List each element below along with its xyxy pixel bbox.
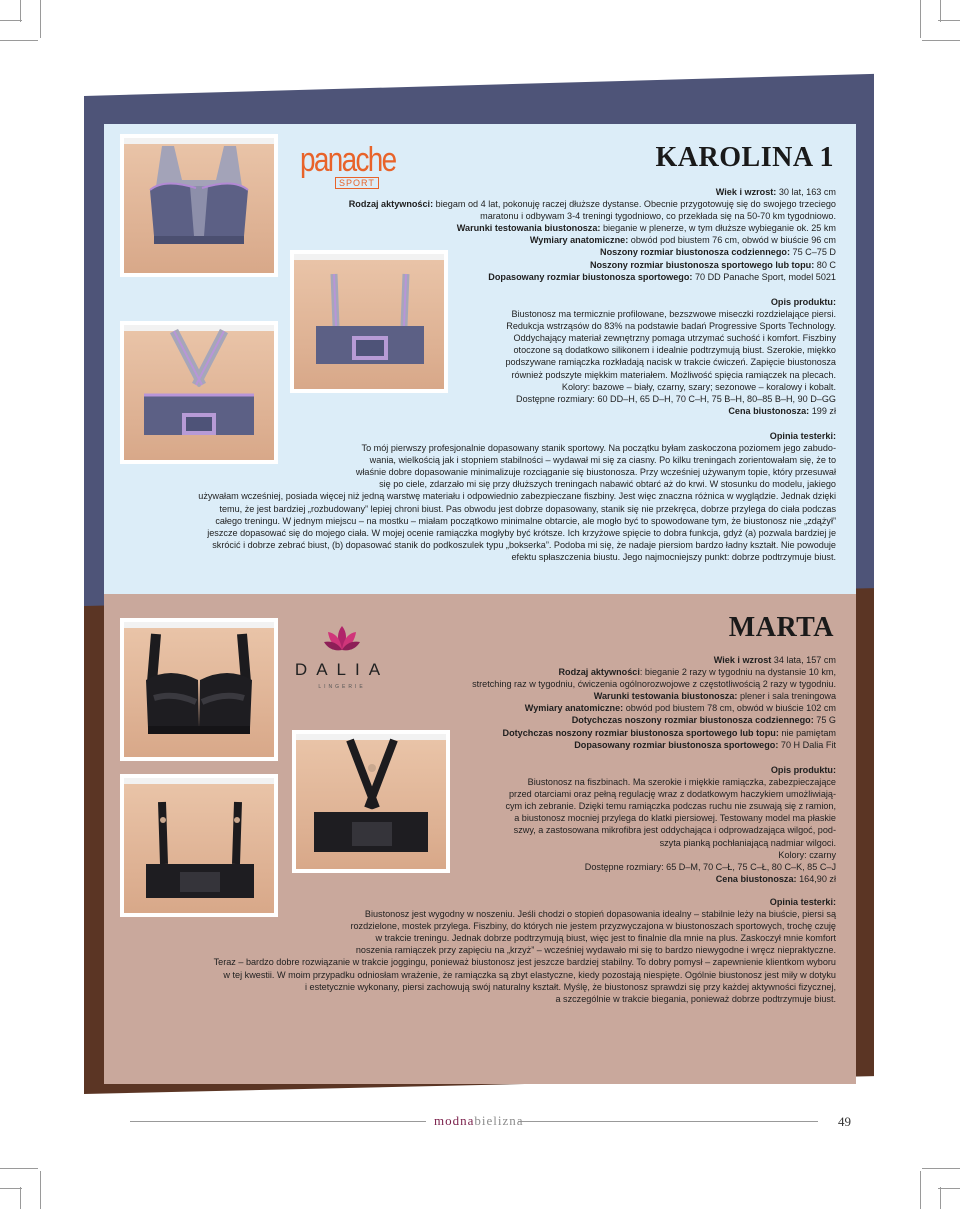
price-line xyxy=(505,873,836,885)
lotus-icon xyxy=(322,622,362,654)
info-label: Rodzaj aktywności xyxy=(558,667,640,678)
info-line xyxy=(349,271,836,283)
crop-mark xyxy=(0,1188,22,1189)
info-line xyxy=(349,246,836,258)
description-line: Dostępne rozmiary: 60 DD–H, 65 D–H, 70 C–H, 75 B–H, 80–85 B–H, 90 D–GG xyxy=(516,393,836,404)
info-value: 34 lata, 157 cm xyxy=(771,655,836,665)
marta-description xyxy=(505,764,836,885)
description-heading: Opis produktu: xyxy=(770,765,836,775)
marta-title: MARTA xyxy=(728,612,834,643)
info-line xyxy=(472,727,836,739)
dalia-wordmark: DALIA xyxy=(294,660,390,679)
info-label: Noszony rozmiar biustonosza codziennego: xyxy=(600,247,790,258)
footer-brand-modna: modna xyxy=(434,1113,475,1128)
crop-mark xyxy=(938,20,960,21)
description-line: Biustonosz ma termicznie profilowane, bezszwowe miseczki rozdzielające piersi. xyxy=(511,309,836,320)
info-label: Dopasowany rozmiar biustonosza sportowego: xyxy=(574,739,779,750)
footer-magazine-logo xyxy=(434,1113,524,1129)
product-photo-front xyxy=(120,618,278,761)
opinion-heading: Opinia testerki: xyxy=(769,431,836,441)
description-line: przed otarciami oraz pełną regulację wraz z dodatkowym haczykiem umożliwiają- xyxy=(508,789,836,800)
product-photo-front xyxy=(120,134,278,277)
opinion-line: To mój pierwszy profesjonalnie dopasowany stanik sportowy. Na początku byłam zaskoczona poziomem jego zabudo- xyxy=(361,443,836,454)
crop-mark xyxy=(940,1187,941,1209)
info-label: Wiek i wzrost: xyxy=(715,187,777,197)
description-line: cym ich zebranie. Dzięki temu ramiączka podczas ruchu nie zsuwają się z ramion, xyxy=(505,801,836,812)
karolina-description xyxy=(505,296,836,417)
description-line: Redukcja wstrząsów do 83% na podstawie badań Progressive Sports Technology. xyxy=(506,321,836,332)
footer-rule-right xyxy=(518,1121,818,1122)
info-label: Warunki testowania biustonosza: xyxy=(593,691,738,702)
info-label: Warunki testowania biustonosza: xyxy=(456,223,601,234)
info-value: nie pamiętam xyxy=(778,727,836,738)
opinion-line: i estetycznie wykonany, piersi zachowują swój naturalny kształt. Myślę, że biustonosz sprawdzi się przy każdej aktywności fizycznej, xyxy=(304,981,836,992)
info-line xyxy=(349,210,836,222)
marta-opinion xyxy=(214,896,836,1005)
opinion-line: całego treningu. W jednym miejscu – na mostku – miałam początkowo minimalne obtarcie, ale mogło być to spowodowane tym, że biustonosz nie „zdążył” xyxy=(215,515,836,526)
info-value: stretching raz w tygodniu, ćwiczenia ogólnorozwojowe z częstotliwością 2 razy w tygodniu. xyxy=(472,679,836,690)
bra-front-image xyxy=(124,622,274,757)
info-value: 75 G xyxy=(813,715,836,726)
info-value: 75 C–75 D xyxy=(789,247,836,258)
marta-info xyxy=(472,654,836,751)
info-label: Dotychczas noszony rozmiar biustonosza codziennego: xyxy=(571,715,814,726)
opinion-line: używałam wcześniej, posiada więcej niż jedną warstwę materiału i odpowiednio zabezpieczane fiszbiny. Jest więc znaczna różnica w wyglądzie. Jednak dzięki xyxy=(198,491,836,502)
crop-mark xyxy=(940,0,941,22)
crop-mark xyxy=(938,1188,960,1189)
dalia-lingerie-label: LINGERIE xyxy=(318,684,366,690)
description-line: otoczone są dodatkowo silikonem i idealnie podtrzymują biust. Szerokie, miękko xyxy=(513,345,836,356)
description-line: szyta pianką pochłaniającą nadmiar wilgoci. xyxy=(659,837,836,848)
product-photo-back-crossed xyxy=(292,730,450,873)
panache-wordmark: panache xyxy=(300,141,396,179)
description-line: Kolory: bazowe – biały, czarny, szary; sezonowe – koralowy i kobalt. xyxy=(561,381,836,392)
info-value: 80 C xyxy=(814,259,836,270)
description-line: podszywane ramiączka rozkładają nacisk w trakcie ćwiczeń. Zapięcie biustonosza xyxy=(505,357,836,368)
crop-mark xyxy=(20,1187,21,1209)
info-value: obwód pod biustem 78 cm, obwód w biuście 102 cm xyxy=(623,703,836,714)
opinion-line: a szczególnie w trakcie biegania, ponieważ dobrze podtrzymuje biust. xyxy=(555,993,836,1004)
bra-back-crossed-image xyxy=(296,734,446,869)
price-label: Cena biustonosza: xyxy=(728,405,810,416)
info-value: plener i sala treningowa xyxy=(737,691,836,702)
crop-mark xyxy=(922,1168,960,1169)
karolina-opinion xyxy=(198,430,836,563)
info-line xyxy=(472,666,836,678)
crop-mark xyxy=(0,20,22,21)
opinion-line: skrócić i dobrze zebrać biust, (b) dopasować stanik do podkoszulek typu „bokserka”. Podoba mi się, że nadaje piersiom bardzo ładny kształt. Nie powoduje xyxy=(212,539,836,550)
crop-mark xyxy=(20,0,21,22)
info-line xyxy=(472,690,836,702)
opinion-line: się po ciele, zdarzało mi się przy dłuższych treningach nabawić obtarć aż do krwi. W stosunku do modelu, jakiego xyxy=(379,479,836,490)
description-line: Dostępne rozmiary: 65 D–M, 70 C–Ł, 75 C–Ł, 80 C–K, 85 C–J xyxy=(584,861,836,872)
info-value: 70 H Dalia Fit xyxy=(778,739,836,750)
crop-mark xyxy=(0,40,38,41)
info-line xyxy=(472,702,836,714)
crop-mark xyxy=(40,1171,41,1209)
price-line xyxy=(505,405,836,417)
opinion-line: efektu spłaszczenia biustu. Jego najmocniejszy punkt: dobrze podtrzymuje biust. xyxy=(511,551,836,562)
opinion-line: wania, wielkością jak i stopniem stabilności – wydawał mi się za ciasny. Po kilku treningach zorientowałam się, że to xyxy=(369,455,836,466)
info-line xyxy=(472,714,836,726)
opinion-line: w tej kwestii. W moim przypadku odniosłam wrażenie, że ramiączka są zbyt elastyczne, kiedy pozostają niespięte. Ogólnie biustonosz jest miły w dotyku xyxy=(223,969,836,980)
price-value: 164,90 zł xyxy=(796,873,836,884)
info-value: 30 lat, 163 cm xyxy=(776,187,836,197)
description-line: Oddychający materiał zewnętrzny pomaga utrzymać suchość i komfort. Fiszbiny xyxy=(513,333,836,344)
karolina-info xyxy=(349,186,836,283)
info-value: 70 DD Panache Sport, model 5021 xyxy=(692,271,836,282)
info-line xyxy=(349,186,836,198)
info-value: maratonu i odbywam 3-4 treningi tygodniowo, co przekłada się na 50-70 km tygodniowo. xyxy=(480,211,836,222)
info-line xyxy=(349,234,836,246)
info-line xyxy=(472,678,836,690)
info-label: Dopasowany rozmiar biustonosza sportowego: xyxy=(488,271,693,282)
crop-mark xyxy=(40,0,41,38)
info-label: Wymiary anatomiczne: xyxy=(524,703,624,714)
crop-mark xyxy=(920,0,921,38)
info-value: bieganie w plenerze, w tym dłuższe wybieganie ok. 25 km xyxy=(600,223,836,234)
info-line xyxy=(472,654,836,666)
info-value: obwód pod biustem 76 cm, obwód w biuście 96 cm xyxy=(628,235,836,246)
info-label: Dotychczas noszony rozmiar biustonosza sportowego lub topu: xyxy=(502,727,779,738)
price-label: Cena biustonosza: xyxy=(715,873,797,884)
price-value: 199 zł xyxy=(809,405,836,416)
crop-mark xyxy=(922,40,960,41)
crop-mark xyxy=(920,1171,921,1209)
crop-mark xyxy=(0,1168,38,1169)
opinion-line: Teraz – bardzo dobre rozwiązanie w trakcie joggingu, ponieważ biustonosz jest jeszcze bardziej stabilny. To dobry pomysł – zapewnienie klientkom wyboru xyxy=(213,957,836,968)
description-heading: Opis produktu: xyxy=(770,297,836,307)
panache-sport-label: SPORT xyxy=(335,177,379,189)
opinion-line: jeszcze dopasować się do mojego ciała. W mojej ocenie ramiączka mogłyby być krótsze. Ich krzyżowe spięcie to dobra funkcja, gdyż (a) pozwala bardziej je xyxy=(207,527,836,538)
description-line: a biustonosz mocniej przylega do klatki piersiowej. Testowany model ma płaskie xyxy=(514,813,836,824)
opinion-line: temu, że jest bardziej „rozbudowany” lepiej chroni biust. Pas obwodu jest dobrze dopasowany, stanik się nie przekręca, dobrze przylega do ciała podczas xyxy=(219,503,836,514)
karolina-title: KAROLINA 1 xyxy=(655,142,834,173)
info-label: Wiek i wzrost xyxy=(713,655,772,665)
info-label: Rodzaj aktywności: xyxy=(348,199,434,210)
description-line: również podszyte miękkim materiałem. Możliwość spięcia ramiączek na plecach. xyxy=(511,369,836,380)
info-line xyxy=(349,259,836,271)
footer-rule-left xyxy=(130,1121,426,1122)
opinion-heading: Opinia testerki: xyxy=(769,897,836,907)
opinion-line: Biustonosz jest wygodny w noszeniu. Jeśli chodzi o stopień dopasowania idealny – stabilnie leży na biuście, piersi są xyxy=(364,909,836,920)
opinion-line: noszenia ramiączek przy zapięciu na „krzyż” – wcześniej wydawało mi się to bardzo niewygodne i wręcz niepraktyczne. xyxy=(355,945,836,956)
description-line: szwy, a zastosowana mikrofibra jest oddychająca i odprowadzająca wilgoć, pod- xyxy=(513,825,836,836)
description-line: Biustonosz na fiszbinach. Ma szerokie i miękkie ramiączka, zabezpieczające xyxy=(527,777,836,788)
opinion-line: rozdzielone, mostek przylega. Fiszbiny, do których nie jestem przyzwyczajona w biustonoszach sportowych, trochę czuję xyxy=(350,921,836,932)
description-line: Kolory: czarny xyxy=(778,849,836,860)
info-value: biegam od 4 lat, pokonuję raczej dłuższe dystanse. Obecnie przygotowuję się do swojego trzeciego xyxy=(433,199,836,210)
info-line xyxy=(472,739,836,751)
opinion-line: właśnie dobre dopasowanie minimalizuje rozciąganie się biustonosza. Przy wcześniej używanym topie, który przesuwał xyxy=(355,467,836,478)
info-label: Noszony rozmiar biustonosza sportowego lub topu: xyxy=(589,259,815,270)
bra-back-image xyxy=(124,778,274,913)
info-value: : bieganie 2 razy w tygodniu na dystansie 10 km, xyxy=(639,667,836,678)
footer-brand-bielizna: bielizna xyxy=(474,1113,524,1128)
page-number: 49 xyxy=(838,1114,851,1129)
dalia-logo xyxy=(292,622,392,692)
info-line xyxy=(349,222,836,234)
info-line xyxy=(349,198,836,210)
bra-front-image xyxy=(124,138,274,273)
opinion-line: w trakcie treningu. Jednak dobrze podtrzymują biust, więc jest to finalnie dla mnie na plus. Zaskoczył mnie komfort xyxy=(375,933,836,944)
info-label: Wymiary anatomiczne: xyxy=(529,235,629,246)
